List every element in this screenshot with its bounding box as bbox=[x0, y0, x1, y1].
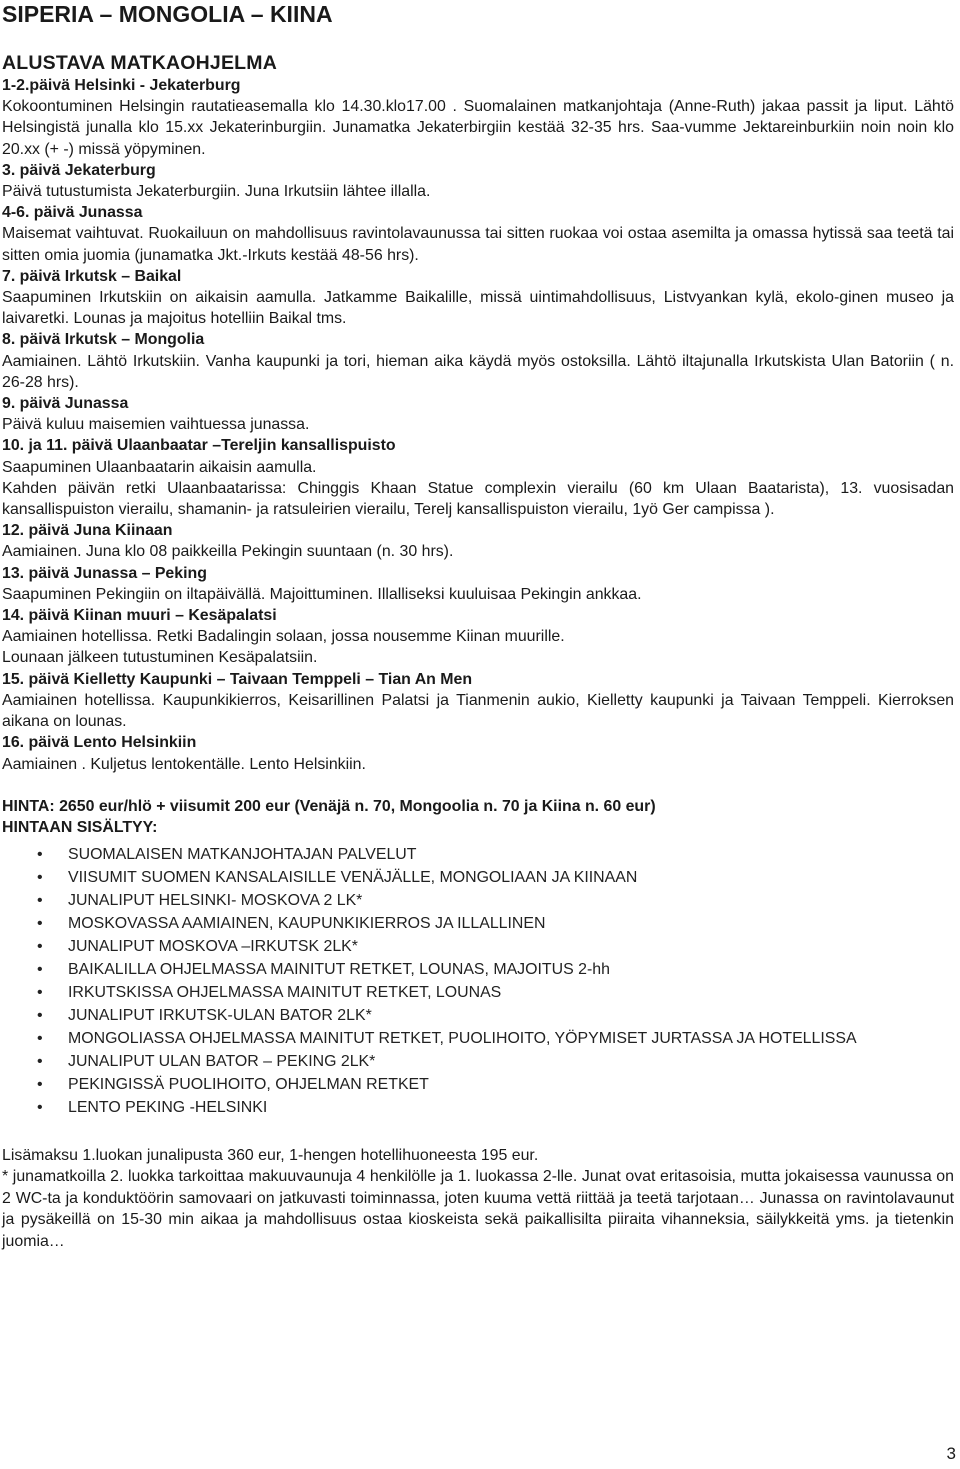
day-heading: 12. päivä Juna Kiinaan bbox=[2, 522, 173, 540]
day-16 bbox=[2, 732, 954, 774]
day-heading: 16. päivä Lento Helsinkiin bbox=[2, 734, 197, 752]
extra-charge-note: Lisämaksu 1.luokan junalipusta 360 eur, 1-hengen hotellihuoneesta 195 eur. bbox=[2, 1146, 539, 1164]
day-text: Aamiainen. Lähtö Irkutskiin. Vanha kaupunki ja tori, hieman aika käydä myös ostoksilla. Lähtö iltajunalla Irkutskista Ulan Batoriin ( n. 26-28 hrs). bbox=[2, 352, 954, 391]
day-heading: 1-2.päivä Helsinki - Jekaterburg bbox=[2, 77, 241, 94]
list-item: • JUNALIPUT MOSKOVA –IRKUTSK 2LK* bbox=[68, 935, 954, 958]
day-1-2 bbox=[2, 75, 954, 160]
day-heading: 7. päivä Irkutsk – Baikal bbox=[2, 267, 182, 285]
itinerary bbox=[2, 75, 954, 775]
list-item: • MONGOLIASSA OHJELMASSA MAINITUT RETKET, PUOLIHOITO, YÖPYMISET JURTASSA JA HOTELLISSA bbox=[68, 1027, 954, 1050]
price-line: HINTA: 2650 eur/hlö + viisumit 200 eur (Venäjä n. 70, Mongoolia n. 70 ja Kiina n. 60 eur) bbox=[2, 797, 656, 815]
document-subtitle: ALUSTAVA MATKAOHJELMA bbox=[2, 52, 278, 74]
day-heading: 4-6. päivä Junassa bbox=[2, 204, 143, 222]
day-text: Maisemat vaihtuvat. Ruokailuun on mahdollisuus ravintolavaunussa tai sitten ruokaa voi ostaa asemilta ja omassa hytissä saa teetä tai sitten omia juomia (junamatka Jkt.-Irkuts kestää 48-56 hrs). bbox=[2, 225, 954, 264]
day-heading: 14. päivä Kiinan muuri – Kesäpalatsi bbox=[2, 607, 277, 625]
list-item: • PEKINGISSÄ PUOLIHOITO, OHJELMAN RETKET bbox=[68, 1073, 954, 1096]
day-text: Lounaan jälkeen tutustuminen Kesäpalatsiin. bbox=[2, 649, 318, 667]
day-text: Päivä kuluu maisemien vaihtuessa junassa. bbox=[2, 416, 310, 434]
day-8 bbox=[2, 329, 954, 393]
day-text: Aamiainen. Juna klo 08 paikkeilla Pekingin suuntaan (n. 30 hrs). bbox=[2, 543, 454, 561]
day-heading: 3. päivä Jekaterburg bbox=[2, 161, 156, 179]
list-item: • JUNALIPUT HELSINKI- MOSKOVA 2 LK* bbox=[68, 889, 954, 912]
day-15 bbox=[2, 669, 954, 733]
day-text: Kokoontuminen Helsingin rautatieasemalla klo 14.30.klo17.00 . Suomalainen matkanjohtaja (Anne-Ruth) jakaa passit ja liput. Lähtö Helsingistä junalla klo 15.xx Jekaterinburgiin. Junamatka Jekaterbirgiin kestää 32-35 hrs. Saa-vumme Jektareinburkiin noin noin klo 20.xx (+ -) missä yöpyminen. bbox=[2, 98, 954, 158]
list-item: • VIISUMIT SUOMEN KANSALAISILLE VENÄJÄLLE, MONGOLIAAN JA KIINAAN bbox=[68, 866, 954, 889]
day-10-11 bbox=[2, 435, 954, 520]
day-13 bbox=[2, 563, 954, 605]
day-text: Saapuminen Irkutskiin on aikaisin aamulla. Jatkamme Baikalille, missä uintimahdollisuus, Listvyankan kylä, ekolo-ginen museo ja laivaretki. Lounas ja majoitus hotelliin Baikal tms. bbox=[2, 289, 954, 328]
list-item: • IRKUTSKISSA OHJELMASSA MAINITUT RETKET, LOUNAS bbox=[68, 981, 954, 1004]
page-number: 3 bbox=[946, 1444, 956, 1463]
includes-heading: HINTAAN SISÄLTYY: bbox=[2, 819, 158, 837]
list-item: • JUNALIPUT IRKUTSK-ULAN BATOR 2LK* bbox=[68, 1004, 954, 1027]
day-heading: 15. päivä Kielletty Kaupunki – Taivaan Temppeli – Tian An Men bbox=[2, 670, 473, 688]
day-text: Aamiainen hotellissa. Kaupunkikierros, Keisarillinen Palatsi ja Tianmenin aukio, Kielletty kaupunki ja Taivaan Temppeli. Kierroksen aikana on lounas. bbox=[2, 691, 954, 731]
day-3 bbox=[2, 160, 954, 202]
day-text: Aamiainen hotellissa. Retki Badalingin solaan, jossa nousemme Kiinan muurille. bbox=[2, 628, 565, 646]
day-text: Aamiainen . Kuljetus lentokentälle. Lento Helsinkiin. bbox=[2, 755, 366, 773]
day-text: Saapuminen Ulaanbaatarin aikaisin aamulla. bbox=[2, 458, 317, 476]
price-section bbox=[2, 796, 954, 839]
day-heading: 10. ja 11. päivä Ulaanbaatar –Tereljin kansallispuisto bbox=[2, 437, 396, 455]
day-heading: 8. päivä Irkutsk – Mongolia bbox=[2, 331, 205, 349]
day-14 bbox=[2, 605, 954, 669]
day-4-6 bbox=[2, 202, 954, 266]
list-item: • BAIKALILLA OHJELMASSA MAINITUT RETKET, LOUNAS, MAJOITUS 2-hh bbox=[68, 958, 954, 981]
notes-section bbox=[2, 1145, 954, 1253]
list-item: • MOSKOVASSA AAMIAINEN, KAUPUNKIKIERROS JA ILLALLINEN bbox=[68, 912, 954, 935]
list-item: • JUNALIPUT ULAN BATOR – PEKING 2LK* bbox=[68, 1050, 954, 1073]
list-item: • LENTO PEKING -HELSINKI bbox=[68, 1096, 954, 1119]
day-heading: 9. päivä Junassa bbox=[2, 395, 129, 413]
day-text: Päivä tutustumista Jekaterburgiin. Juna Irkutsiin lähtee illalla. bbox=[2, 183, 431, 201]
train-footnote: * junamatkoilla 2. luokka tarkoittaa makuuvaunuja 4 henkilölle ja 1. luokassa 2-lle. Junat ovat eritasoisia, mutta jokaisessa vaunussa on 2 WC-ta ja konduktöörin samovaari on jatkuvasti toiminnassa, joten kuuma vettä riittää ja teetä tarjotaan… Junassa on ravintolavaunut ja pysäkeillä on 15-30 min aikaa ja mahdollisuus ostaa kioskeista sekä paikallisilta piiraita vihanneksia, säilykkeitä yms. ja tietenkin juomia… bbox=[2, 1168, 954, 1250]
day-text: Kahden päivän retki Ulaanbaatarissa: Chinggis Khaan Statue complexin vierailu (60 km Ulaan Baatarista), 13. vuosisadan kansallispuiston vierailu, shamanin- ja ratsuleirien vierailu, Terelj kansallispuiston vierailu, 1yö Ger campissa ). bbox=[2, 479, 954, 519]
document-title: SIPERIA – MONGOLIA – KIINA bbox=[2, 1, 333, 27]
day-heading: 13. päivä Junassa – Peking bbox=[2, 564, 207, 582]
document-page bbox=[2, 0, 954, 1252]
day-12 bbox=[2, 520, 954, 562]
day-text: Saapuminen Pekingiin on iltapäivällä. Majoittuminen. Illalliseksi kuuluisaa Pekingin ankkaa. bbox=[2, 585, 642, 603]
list-item: • SUOMALAISEN MATKANJOHTAJAN PALVELUT bbox=[68, 843, 954, 866]
day-9 bbox=[2, 393, 954, 435]
day-7 bbox=[2, 266, 954, 330]
includes-list bbox=[2, 843, 954, 1119]
